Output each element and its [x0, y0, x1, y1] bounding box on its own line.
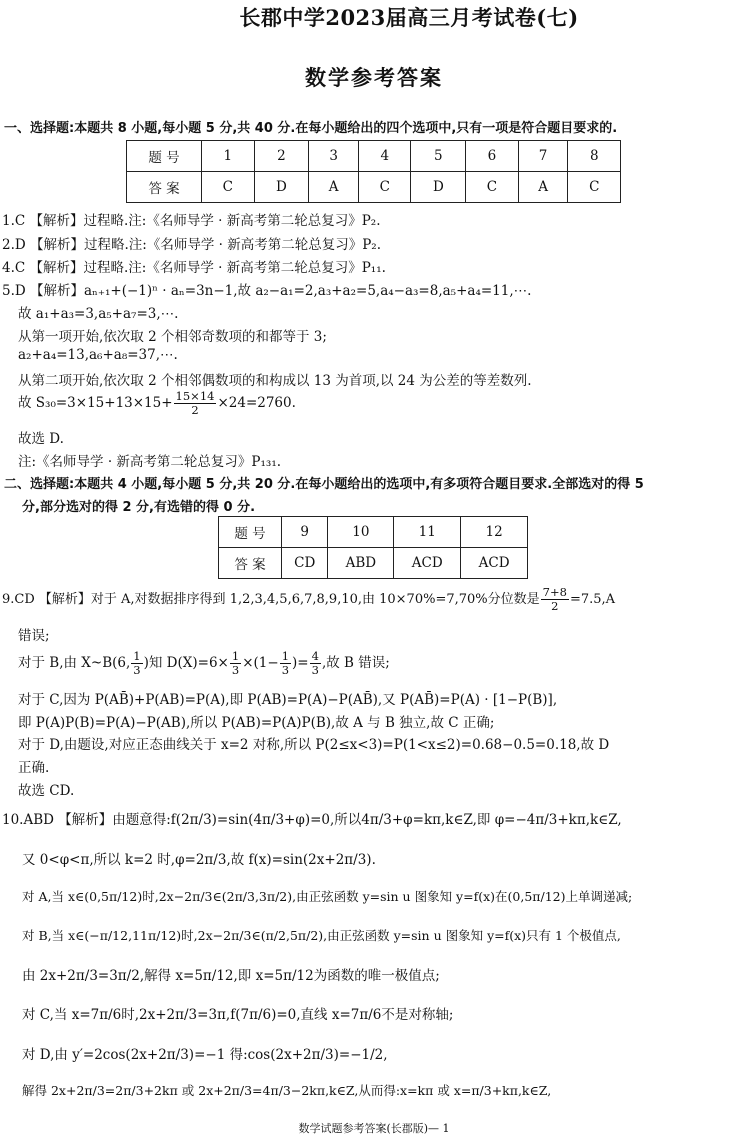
numerator: 1: [133, 649, 141, 663]
table-cell: 5: [411, 141, 466, 172]
table-cell: ABD: [328, 548, 394, 579]
text: ,故 B 错误;: [321, 655, 390, 672]
table-cell: 6: [466, 141, 519, 172]
section2-heading: 二、选择题:本题共 4 小题,每小题 5 分,共 20 分.在每小题给出的选项中,有多项符合题目要求.全部选对的得 5: [4, 477, 644, 492]
text: )知 D(X)=6×: [143, 655, 229, 672]
numerator: 1: [231, 649, 240, 663]
numerator: 15×14: [175, 389, 215, 403]
fraction: [230, 650, 241, 677]
row-label: 题 号: [127, 141, 202, 172]
fraction: [174, 390, 217, 417]
solution-line: 注:《名师导学 · 新高考第二轮总复习》P₁₃₁.: [18, 454, 282, 470]
table-cell: ACD: [461, 548, 528, 579]
q9-line2: 错误;: [18, 628, 50, 644]
text: )=: [292, 655, 309, 672]
solution-line: 从第一项开始,依次取 2 个相邻奇数项的和都等于 3;: [18, 329, 327, 345]
q10-line2: 又 0<φ<π,所以 k=2 时,φ=2π/3,故 f(x)=sin(2x+2π/3).: [22, 852, 376, 868]
text: =7.5,A: [569, 592, 616, 608]
solution-line: 从第二项开始,依次取 2 个相邻偶数项的和构成以 13 为首项,以 24 为公差的等差数列.: [18, 373, 532, 389]
solution-line: 故选 D.: [18, 431, 64, 447]
q9-line6: 对于 D,由题设,对应正态曲线关于 x=2 对称,所以 P(2≤x<3)=P(1<x≤2)=0.68−0.5=0.18,故 D: [18, 737, 610, 753]
solution-line: 故 a₁+a₃=3,a₅+a₇=3,⋯.: [18, 306, 179, 322]
table-cell: 11: [394, 517, 461, 548]
answer-table-2: [218, 516, 528, 579]
q9-line4: 对于 C,因为 P(AB̄)+P(AB)=P(A),即 P(AB)=P(A)−P(AB̄),又 P(AB̄)=P(A) · [1−P(B)],: [18, 692, 558, 708]
table-cell: D: [254, 172, 309, 203]
solution-line-s30: [18, 390, 296, 417]
table-row: [219, 517, 528, 548]
denominator: 3: [231, 663, 240, 678]
table-cell: 1: [202, 141, 255, 172]
table-cell: 9: [282, 517, 328, 548]
text: ×(1−: [242, 655, 279, 672]
solution-line: a₂+a₄=13,a₆+a₈=37,⋯.: [18, 347, 178, 363]
denominator: 3: [133, 663, 141, 678]
section1-heading: 一、选择题:本题共 8 小题,每小题 5 分,共 40 分.在每小题给出的四个选项中,只有一项是符合题目要求的.: [4, 121, 618, 136]
table-cell: C: [202, 172, 255, 203]
table-cell: ACD: [394, 548, 461, 579]
table-cell: C: [466, 172, 519, 203]
q9-line3: [18, 650, 390, 677]
solution-line: 2.D 【解析】过程略.注:《名师导学 · 新高考第二轮总复习》P₂.: [2, 237, 381, 253]
page-footer: 数学试题参考答案(长郡版)— 1: [298, 1122, 450, 1135]
q9-line1: [2, 586, 615, 613]
fraction: [541, 586, 569, 613]
q10-line1: 10.ABD 【解析】由题意得:f(2π/3)=sin(4π/3+φ)=0,所以4π/3+φ=kπ,k∈Z,即 φ=−4π/3+kπ,k∈Z,: [2, 812, 622, 828]
table-cell: C: [358, 172, 411, 203]
q10-line7: 对 D,由 y′=2cos(2x+2π/3)=−1 得:cos(2x+2π/3)=−1/2,: [22, 1047, 388, 1063]
row-label: 答 案: [127, 172, 202, 203]
denominator: 3: [281, 663, 290, 678]
denominator: 2: [551, 599, 559, 614]
table-cell: C: [568, 172, 621, 203]
fraction: [131, 650, 142, 677]
table-cell: 4: [358, 141, 411, 172]
q9-line7: 正确.: [18, 760, 50, 776]
table-cell: D: [411, 172, 466, 203]
denominator: 3: [311, 663, 319, 678]
numerator: 7+8: [542, 585, 567, 599]
q10-line4: 对 B,当 x∈(−π/12,11π/12)时,2x−2π/3∈(π/2,5π/2),由正弦函数 y=sin u 图象知 y=f(x)只有 1 个极值点,: [22, 928, 621, 943]
table-row: [127, 172, 621, 203]
table-cell: 12: [461, 517, 528, 548]
text: 故 S₃₀=3×15+13×15+: [18, 395, 173, 412]
denominator: 2: [191, 403, 199, 418]
q10-line3: 对 A,当 x∈(0,5π/12)时,2x−2π/3∈(2π/3,3π/2),由正弦函数 y=sin u 图象知 y=f(x)在(0,5π/12)上单调递减;: [22, 889, 633, 904]
row-label: 题 号: [219, 517, 282, 548]
q10-line6: 对 C,当 x=7π/6时,2x+2π/3=3π,f(7π/6)=0,直线 x=7π/6不是对称轴;: [22, 1007, 454, 1023]
q10-line8: 解得 2x+2π/3=2π/3+2kπ 或 2x+2π/3=4π/3−2kπ,k∈Z,从而得:x=kπ 或 x=π/3+kπ,k∈Z,: [22, 1083, 552, 1098]
table-cell: 10: [328, 517, 394, 548]
page-subtitle: 数学参考答案: [305, 65, 443, 90]
numerator: 1: [281, 649, 290, 663]
numerator: 4: [311, 649, 319, 663]
text: 9.CD 【解析】对于 A,对数据排序得到 1,2,3,4,5,6,7,8,9,10,由 10×70%=7,70%分位数是: [2, 592, 540, 608]
table-cell: 3: [309, 141, 359, 172]
text: ×24=2760.: [217, 395, 296, 412]
table-cell: 2: [254, 141, 309, 172]
table-cell: 8: [568, 141, 621, 172]
fraction: [310, 650, 321, 677]
answer-table-1: [126, 140, 621, 203]
q9-line8: 故选 CD.: [18, 783, 75, 799]
q10-line5: 由 2x+2π/3=3π/2,解得 x=5π/12,即 x=5π/12为函数的唯一极值点;: [22, 968, 440, 984]
table-cell: 7: [518, 141, 568, 172]
text: 对于 B,由 X~B(6,: [18, 655, 131, 672]
table-row: [219, 548, 528, 579]
solution-line: 1.C 【解析】过程略.注:《名师导学 · 新高考第二轮总复习》P₂.: [2, 213, 381, 229]
row-label: 答 案: [219, 548, 282, 579]
table-row: [127, 141, 621, 172]
table-cell: A: [309, 172, 359, 203]
table-cell: A: [518, 172, 568, 203]
section2-heading-cont: 分,部分选对的得 2 分,有选错的得 0 分.: [22, 500, 256, 515]
fraction: [280, 650, 291, 677]
table-cell: CD: [282, 548, 328, 579]
solution-line: 5.D 【解析】aₙ₊₁+(−1)ⁿ · aₙ=3n−1,故 a₂−a₁=2,a₃+a₂=5,a₄−a₃=8,a₅+a₄=11,⋯.: [2, 283, 532, 299]
q9-line5: 即 P(A)P(B)=P(A)−P(AB),所以 P(AB)=P(A)P(B),故 A 与 B 独立,故 C 正确;: [18, 715, 495, 731]
page-title: 长郡中学2023届高三月考试卷(七): [239, 5, 579, 30]
solution-line: 4.C 【解析】过程略.注:《名师导学 · 新高考第二轮总复习》P₁₁.: [2, 260, 386, 276]
